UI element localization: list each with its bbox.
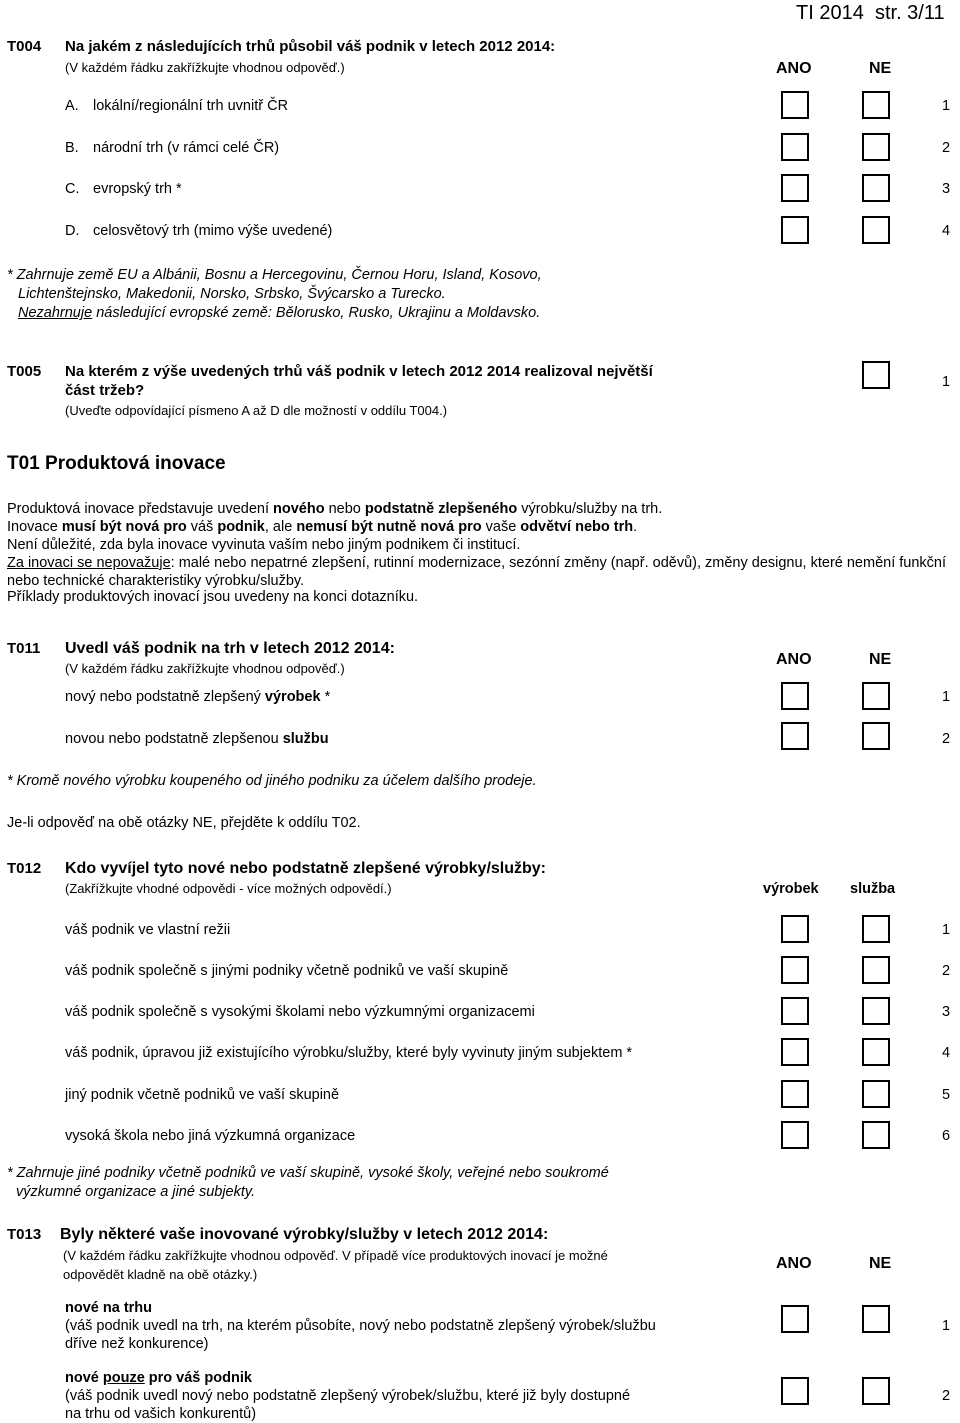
- row-number: 1: [942, 1318, 951, 1334]
- t012-5-service-checkbox[interactable]: [862, 1080, 890, 1108]
- emphasis: musí být nová pro: [61, 519, 187, 535]
- t01-paragraph-4: [7, 554, 957, 590]
- t012-instruction: (Zakřížkujte vhodné odpovědi - více možných odpovědí.): [65, 881, 392, 896]
- t012-3-service-checkbox[interactable]: [862, 997, 890, 1025]
- row-desc-line1: (váš podnik uvedl nový nebo podstatně zlepšený výrobek/službu, které již byly dostupné: [65, 1388, 631, 1404]
- t004-d-ne-checkbox[interactable]: [862, 216, 890, 244]
- ne-label: NE: [869, 60, 892, 77]
- text: Inovace: [7, 519, 62, 535]
- text: novou nebo podstatně zlepšenou: [65, 731, 283, 747]
- t012-6-service-checkbox[interactable]: [862, 1121, 890, 1149]
- t013-instruction-line1: (V každém řádku zakřížkujte vhodnou odpověď. V případě více produktových inovací je možné: [63, 1248, 608, 1263]
- t013-title: Byly některé vaše inovované výrobky/služby v letech 2012 2014:: [60, 1226, 549, 1243]
- t005-code: T005: [7, 363, 42, 380]
- emphasis: odvětví nebo trh: [520, 519, 634, 535]
- t012-footnote-line1: * Zahrnuje jiné podniky včetně podniků ve vaší skupině, vysoké školy, veřejné nebo soukromé: [7, 1165, 609, 1181]
- row-text: celosvětový trh (mimo výše uvedené): [93, 223, 333, 239]
- t012-2-service-checkbox[interactable]: [862, 956, 890, 984]
- t005-title-line2: část tržeb?: [65, 382, 145, 399]
- row-text: [65, 731, 329, 747]
- row-text: vysoká škola nebo jiná výzkumná organizace: [65, 1128, 356, 1144]
- t011-service-ano-checkbox[interactable]: [781, 722, 809, 750]
- t005-answer-box[interactable]: [862, 361, 890, 389]
- t013-code: T013: [7, 1226, 42, 1243]
- row-text: lokální/regionální trh uvnitř ČR: [93, 98, 289, 114]
- row-number: 1: [942, 922, 951, 938]
- t011-code: T011: [7, 640, 41, 657]
- text: , ale: [264, 519, 297, 535]
- t012-1-product-checkbox[interactable]: [781, 915, 809, 943]
- t01-paragraph-1: [7, 501, 662, 517]
- t012-code: T012: [7, 860, 42, 877]
- ne-label: NE: [869, 651, 892, 668]
- t004-footnote-line3: [18, 305, 540, 321]
- t012-4-service-checkbox[interactable]: [862, 1038, 890, 1066]
- row-number: 2: [942, 731, 951, 747]
- row-desc-line2: dříve než konkurence): [65, 1336, 209, 1352]
- page-header: [796, 2, 945, 25]
- t004-b-ne-checkbox[interactable]: [862, 133, 890, 161]
- t012-1-service-checkbox[interactable]: [862, 915, 890, 943]
- row-letter: C.: [65, 181, 80, 197]
- t011-product-ne-checkbox[interactable]: [862, 682, 890, 710]
- t012-title: Kdo vyvíjel tyto nové nebo podstatně zlepšené výrobky/služby:: [65, 860, 546, 877]
- row-text: váš podnik společně s jinými podniky včetně podniků ve vaší skupině: [65, 963, 509, 979]
- t01-heading: T01 Produktová inovace: [7, 453, 226, 474]
- t004-footnote-line1: * Zahrnuje země EU a Albánii, Bosnu a Hercegovinu, Černou Horu, Island, Kosovo,: [7, 267, 542, 283]
- t004-code: T004: [7, 38, 42, 55]
- row-text: jiný podnik včetně podniků ve vaší skupině: [65, 1087, 340, 1103]
- t005-instruction: (Uveďte odpovídající písmeno A až D dle možností v oddílu T004.): [65, 403, 448, 418]
- row-number: 5: [942, 1087, 951, 1103]
- row-number: 4: [942, 223, 951, 239]
- ano-label: ANO: [776, 60, 812, 77]
- row-letter: D.: [65, 223, 80, 239]
- text: .: [633, 519, 638, 535]
- t01-paragraph-5: Příklady produktových inovací jsou uvedeny na konci dotazníku.: [7, 589, 419, 605]
- t01-paragraph-2: [7, 519, 637, 535]
- t004-title: Na jakém z následujících trhů působil váš podnik v letech 2012 2014:: [65, 38, 556, 55]
- text: nový nebo podstatně zlepšený: [65, 689, 265, 705]
- t005-title-line1: Na kterém z výše uvedených trhů váš podnik v letech 2012 2014 realizoval největší: [65, 363, 653, 380]
- text: Produktová inovace představuje uvedení: [7, 501, 274, 517]
- row-number: 1: [942, 98, 951, 114]
- ne-label: NE: [869, 1255, 892, 1272]
- row-number: 1: [942, 374, 951, 390]
- t012-5-product-checkbox[interactable]: [781, 1080, 809, 1108]
- vyrobek-label: výrobek: [763, 881, 819, 897]
- emphasis-service: službu: [282, 731, 329, 747]
- t004-a-ne-checkbox[interactable]: [862, 91, 890, 119]
- row-text: váš podnik ve vlastní režii: [65, 922, 231, 938]
- t011-service-ne-checkbox[interactable]: [862, 722, 890, 750]
- emphasis: podnik: [217, 519, 265, 535]
- row-number: 2: [942, 963, 951, 979]
- t012-6-product-checkbox[interactable]: [781, 1121, 809, 1149]
- text: váš: [186, 519, 218, 535]
- t011-footnote: * Kromě nového výrobku koupeného od jiného podniku za účelem dalšího prodeje.: [7, 773, 537, 789]
- text: nebo: [324, 501, 365, 517]
- nezahrnuje-emphasis: Nezahrnuje: [18, 305, 93, 321]
- row-number: 2: [942, 1388, 951, 1404]
- row-number: 1: [942, 689, 951, 705]
- ano-label: ANO: [776, 651, 812, 668]
- t013-instruction-line2: odpovědět kladně na obě otázky.): [63, 1267, 258, 1282]
- emphasis-new: nového: [273, 501, 325, 517]
- t012-2-product-checkbox[interactable]: [781, 956, 809, 984]
- row-letter: B.: [65, 140, 79, 156]
- t012-3-product-checkbox[interactable]: [781, 997, 809, 1025]
- t01-paragraph-3: Není důležité, zda byla inovace vyvinuta vaším nebo jiným podnikem či institucí.: [7, 537, 521, 553]
- sluzba-label: služba: [850, 881, 896, 897]
- t013-firm-ano-checkbox[interactable]: [781, 1377, 809, 1405]
- row-text: [65, 689, 330, 705]
- t011-instruction: (V každém řádku zakřížkujte vhodnou odpověď.): [65, 661, 345, 676]
- row-title: [65, 1370, 252, 1386]
- t011-skip-instruction: Je-li odpověď na obě otázky NE, přejděte k oddílu T02.: [7, 815, 361, 831]
- row-number: 6: [942, 1128, 951, 1144]
- t004-instruction: (V každém řádku zakřížkujte vhodnou odpověď.): [65, 60, 345, 75]
- text: vaše: [481, 519, 521, 535]
- row-number: 3: [942, 1004, 951, 1020]
- ano-label: ANO: [776, 1255, 812, 1272]
- not-innovation-emphasis: Za inovaci se nepovažuje: [7, 555, 171, 571]
- row-letter: A.: [65, 98, 79, 114]
- t012-4-product-checkbox[interactable]: [781, 1038, 809, 1066]
- t004-footnote-line2: Lichtenštejnsko, Makedonii, Norsko, Srbsko, Švýcarsko a Turecko.: [18, 286, 446, 302]
- t013-market-ano-checkbox[interactable]: [781, 1305, 809, 1333]
- emphasis: nemusí být nutně nová pro: [296, 519, 482, 535]
- t013-firm-ne-checkbox[interactable]: [862, 1377, 890, 1405]
- t004-a-ano-checkbox[interactable]: [781, 91, 809, 119]
- text: : malé nebo nepatrné zlepšení, rutinní modernizace, sezónní změny (např. oděvů), změny designu, které nemění funkční nebo technické charakteristiky výrobku/služby.: [7, 555, 947, 589]
- row-number: 2: [942, 140, 951, 156]
- emphasis-product: výrobek: [264, 689, 321, 705]
- row-text: váš podnik společně s vysokými školami nebo výzkumnými organizacemi: [65, 1004, 535, 1020]
- row-text: evropský trh *: [93, 181, 182, 197]
- emphasis-improved: podstatně zlepšeného: [364, 501, 518, 517]
- t004-c-ne-checkbox[interactable]: [862, 174, 890, 202]
- text: *: [320, 689, 331, 705]
- page-number: str. 3/11: [874, 2, 945, 24]
- row-desc-line2: na trhu od vašich konkurentů): [65, 1406, 257, 1422]
- text: pro váš podnik: [144, 1370, 252, 1386]
- emphasis-only: pouze: [102, 1370, 145, 1386]
- row-desc-line1: (váš podnik uvedl na trh, na kterém působíte, nový nebo podstatně zlepšený výrobek/službu: [65, 1318, 656, 1334]
- row-text: váš podnik, úpravou již existujícího výrobku/služby, které byly vyvinuty jiným subjektem *: [65, 1045, 633, 1061]
- t004-c-ano-checkbox[interactable]: [781, 174, 809, 202]
- t011-title: Uvedl váš podnik na trh v letech 2012 2014:: [65, 640, 395, 657]
- text: nové: [65, 1370, 103, 1386]
- t004-b-ano-checkbox[interactable]: [781, 133, 809, 161]
- t013-market-ne-checkbox[interactable]: [862, 1305, 890, 1333]
- row-text: národní trh (v rámci celé ČR): [93, 140, 280, 156]
- survey-name: TI 2014: [796, 2, 864, 24]
- text: výrobku/služby na trh.: [517, 501, 663, 517]
- footnote-rest: následující evropské země: Bělorusko, Rusko, Ukrajinu a Moldavsko.: [92, 305, 541, 321]
- t011-product-ano-checkbox[interactable]: [781, 682, 809, 710]
- t004-d-ano-checkbox[interactable]: [781, 216, 809, 244]
- t012-footnote-line2: výzkumné organizace a jiné subjekty.: [16, 1184, 256, 1200]
- row-number: 4: [942, 1045, 951, 1061]
- row-number: 3: [942, 181, 951, 197]
- row-title: nové na trhu: [65, 1300, 153, 1316]
